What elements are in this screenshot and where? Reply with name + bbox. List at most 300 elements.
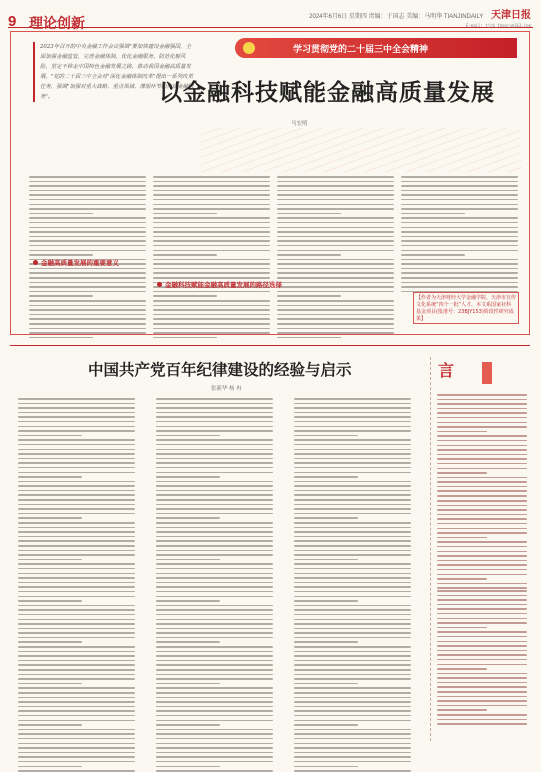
text-line <box>277 240 394 242</box>
text-line <box>277 282 394 284</box>
text-line <box>401 185 518 187</box>
text-line <box>294 563 411 565</box>
text-line <box>29 250 146 252</box>
text-line <box>18 660 135 662</box>
text-line <box>437 714 527 716</box>
text-line <box>294 449 411 451</box>
text-line <box>153 328 270 330</box>
text-line <box>437 514 527 516</box>
text-line <box>437 509 527 511</box>
text-line <box>294 545 411 547</box>
feature-author: 马宏明 <box>291 121 308 127</box>
text-line <box>18 554 135 556</box>
text-line <box>294 494 411 496</box>
text-line <box>437 449 527 451</box>
text-line <box>277 259 394 261</box>
text-line <box>29 318 146 320</box>
text-line <box>156 729 273 731</box>
article-divider <box>10 345 530 346</box>
text-line <box>277 213 341 215</box>
text-line <box>18 508 135 510</box>
text-line <box>437 664 527 666</box>
text-line <box>294 632 411 634</box>
text-line <box>18 591 135 593</box>
text-line <box>294 517 358 519</box>
text-line <box>437 627 487 629</box>
text-line <box>437 650 527 652</box>
text-line <box>18 706 135 708</box>
text-line <box>18 623 135 625</box>
text-line <box>437 417 527 419</box>
text-line <box>153 176 270 178</box>
text-line <box>437 578 487 580</box>
text-line <box>156 766 220 768</box>
text-line <box>18 573 135 575</box>
text-line <box>156 403 273 405</box>
text-line <box>18 513 135 515</box>
text-line <box>437 645 527 647</box>
text-line <box>18 439 135 441</box>
text-line <box>437 700 527 702</box>
text-line <box>153 318 270 320</box>
sidebar-text <box>437 500 527 592</box>
text-line <box>18 421 135 423</box>
text-line <box>437 560 527 562</box>
text-line <box>153 227 270 229</box>
text-line <box>18 641 82 643</box>
text-line <box>294 403 411 405</box>
lead-paragraph: 2023年召开的中央金融工作会议强调"要加快建设金融强国，全面加强金融监管，完善金融体制，优化金融服务，防范化解风险，坚定不移走中国特色金融发展之路，推动我国金融高质量发展。"党的二十届三中全会对"深化金融体制改革"提出一系列改革任务，强调"加强对重大战略、重点领域、薄弱环节的优质金融服务"。 <box>33 42 195 102</box>
text-line <box>294 651 411 653</box>
text-line <box>277 309 394 311</box>
text-line <box>437 412 527 414</box>
text-line <box>437 528 527 530</box>
text-line <box>156 563 273 565</box>
text-line <box>156 733 273 735</box>
text-line <box>156 490 273 492</box>
text-line <box>29 291 146 293</box>
text-line <box>437 631 527 633</box>
text-line <box>29 314 146 316</box>
text-line <box>29 254 93 256</box>
text-line <box>294 770 411 772</box>
text-line <box>18 403 135 405</box>
text-line <box>156 421 273 423</box>
text-line <box>437 668 487 670</box>
subhead-text: 金融科技赋能金融高质量发展的路径选择 <box>165 282 282 289</box>
text-line <box>29 208 146 210</box>
text-line <box>437 583 527 585</box>
text-line <box>277 272 394 274</box>
text-line <box>18 453 135 455</box>
text-line <box>156 710 273 712</box>
text-line <box>156 660 273 662</box>
text-line <box>18 692 135 694</box>
text-line <box>18 752 135 754</box>
text-line <box>153 254 217 256</box>
text-line <box>294 687 411 689</box>
text-line <box>277 337 341 339</box>
text-line <box>294 485 411 487</box>
text-line <box>18 568 135 570</box>
text-line <box>294 669 411 671</box>
text-line <box>156 430 273 432</box>
text-line <box>156 453 273 455</box>
text-line <box>437 481 527 483</box>
text-line <box>18 540 135 542</box>
feature-article <box>10 31 530 335</box>
text-line <box>277 314 394 316</box>
text-line <box>18 619 135 621</box>
text-line <box>156 449 273 451</box>
text-line <box>156 637 273 639</box>
text-line <box>294 655 411 657</box>
text-line <box>156 697 273 699</box>
text-line <box>437 599 527 601</box>
text-line <box>18 701 135 703</box>
text-line <box>294 614 411 616</box>
text-line <box>294 421 411 423</box>
text-line <box>277 323 394 325</box>
text-line <box>156 586 273 588</box>
text-line <box>156 770 273 772</box>
text-line <box>153 291 270 293</box>
text-line <box>153 185 270 187</box>
text-line <box>153 199 270 201</box>
sidebar-title <box>438 358 488 388</box>
text-line <box>156 573 273 575</box>
text-line <box>277 254 341 256</box>
text-line <box>153 305 270 307</box>
text-line <box>401 277 518 279</box>
text-line <box>277 250 394 252</box>
text-line <box>156 628 273 630</box>
text-line <box>18 531 135 533</box>
text-line <box>156 683 220 685</box>
text-line <box>18 494 135 496</box>
text-line <box>156 582 273 584</box>
text-line <box>294 605 411 607</box>
text-line <box>437 604 527 606</box>
text-line <box>18 664 135 666</box>
text-line <box>294 674 411 676</box>
text-line <box>156 416 273 418</box>
text-line <box>29 231 146 233</box>
text-line <box>294 462 411 464</box>
text-line <box>294 720 411 722</box>
text-line <box>294 609 411 611</box>
text-line <box>18 715 135 717</box>
sidebar-title-text: 言 <box>438 361 455 380</box>
text-line <box>401 254 465 256</box>
text-line <box>401 222 518 224</box>
email-address[interactable]: E-mail: tjrb_theory@163.com <box>465 23 531 28</box>
text-line <box>153 204 270 206</box>
text-line <box>156 531 273 533</box>
text-line <box>437 440 527 442</box>
text-line <box>18 729 135 731</box>
text-line <box>277 300 394 302</box>
text-line <box>156 600 220 602</box>
text-line <box>29 185 146 187</box>
text-line <box>156 641 220 643</box>
text-line <box>18 678 135 680</box>
text-line <box>294 600 358 602</box>
text-line <box>437 569 527 571</box>
text-line <box>437 495 527 497</box>
text-line <box>18 458 135 460</box>
text-line <box>18 674 135 676</box>
body-column <box>18 398 135 743</box>
text-line <box>437 394 527 396</box>
text-line <box>29 282 146 284</box>
text-line <box>29 217 146 219</box>
text-line <box>294 504 411 506</box>
text-line <box>294 467 411 469</box>
text-line <box>29 332 146 334</box>
text-line <box>294 596 411 598</box>
text-line <box>437 537 487 539</box>
text-line <box>153 323 270 325</box>
text-line <box>294 619 411 621</box>
article2-author: 张新华 杨 冉 <box>211 386 242 392</box>
text-line <box>156 426 273 428</box>
text-line <box>277 227 394 229</box>
text-line <box>294 697 411 699</box>
text-line <box>29 337 93 339</box>
text-line <box>156 623 273 625</box>
text-line <box>294 586 411 588</box>
body-column <box>29 176 146 328</box>
text-line <box>18 545 135 547</box>
text-line <box>294 550 411 552</box>
header-rule <box>8 27 533 28</box>
text-line <box>29 236 146 238</box>
text-line <box>29 328 146 330</box>
text-line <box>18 605 135 607</box>
text-line <box>437 500 527 502</box>
text-line <box>18 651 135 653</box>
text-line <box>18 747 135 749</box>
text-line <box>18 485 135 487</box>
text-line <box>294 444 411 446</box>
text-line <box>437 523 527 525</box>
text-line <box>18 435 82 437</box>
text-line <box>401 250 518 252</box>
text-line <box>294 715 411 717</box>
text-line <box>294 623 411 625</box>
text-line <box>18 720 135 722</box>
text-line <box>294 522 411 524</box>
sidebar-text <box>437 394 527 504</box>
text-line <box>437 431 487 433</box>
text-line <box>401 208 518 210</box>
text-line <box>437 463 527 465</box>
text-line <box>156 550 273 552</box>
text-line <box>153 245 270 247</box>
text-line <box>437 654 527 656</box>
text-line <box>277 291 394 293</box>
header-meta <box>309 6 531 21</box>
text-line <box>401 245 518 247</box>
text-line <box>437 399 527 401</box>
text-line <box>294 756 411 758</box>
text-line <box>277 181 394 183</box>
text-line <box>156 678 273 680</box>
text-line <box>401 259 518 261</box>
text-line <box>29 181 146 183</box>
text-line <box>156 619 273 621</box>
text-line <box>437 590 527 592</box>
text-line <box>401 231 518 233</box>
text-line <box>294 683 358 685</box>
text-line <box>18 724 82 726</box>
text-line <box>294 701 411 703</box>
text-line <box>294 453 411 455</box>
text-line <box>294 412 411 414</box>
text-line <box>294 476 358 478</box>
text-line <box>294 430 411 432</box>
text-line <box>18 577 135 579</box>
text-line <box>29 286 146 288</box>
text-line <box>18 412 135 414</box>
text-line <box>156 614 273 616</box>
decorative-wave <box>201 128 521 172</box>
text-line <box>437 705 527 707</box>
text-line <box>437 641 527 643</box>
text-line <box>294 458 411 460</box>
text-line <box>153 268 270 270</box>
text-line <box>153 181 270 183</box>
text-line <box>18 550 135 552</box>
text-line <box>277 245 394 247</box>
text-line <box>294 706 411 708</box>
text-line <box>294 508 411 510</box>
text-line <box>29 245 146 247</box>
text-line <box>277 268 394 270</box>
text-line <box>156 720 273 722</box>
text-line <box>29 309 146 311</box>
text-line <box>277 305 394 307</box>
text-line <box>29 268 146 270</box>
text-line <box>294 628 411 630</box>
text-line <box>294 646 411 648</box>
text-line <box>277 217 394 219</box>
text-line <box>277 222 394 224</box>
text-line <box>156 412 273 414</box>
text-line <box>294 724 358 726</box>
text-line <box>29 277 146 279</box>
text-line <box>437 709 487 711</box>
text-line <box>401 268 518 270</box>
text-line <box>294 766 358 768</box>
text-line <box>156 485 273 487</box>
header-meta-text: 2024年6月6日 星期四 责编：于国志 美编：马明华 TIANJINDAILY <box>309 14 484 20</box>
text-line <box>156 554 273 556</box>
text-line <box>18 444 135 446</box>
text-line <box>277 208 394 210</box>
text-line <box>18 756 135 758</box>
text-line <box>156 540 273 542</box>
text-line <box>437 677 527 679</box>
text-line <box>18 637 135 639</box>
text-line <box>153 332 270 334</box>
text-line <box>18 430 135 432</box>
text-line <box>153 213 217 215</box>
text-line <box>18 600 82 602</box>
paper-name: 天津日报 <box>491 10 531 21</box>
subhead-text: 金融高质量发展的重要意义 <box>41 260 119 267</box>
text-line <box>156 738 273 740</box>
text-line <box>437 472 487 474</box>
text-line <box>437 613 527 615</box>
text-line <box>29 272 146 274</box>
text-line <box>437 622 527 624</box>
text-line <box>294 710 411 712</box>
text-line <box>156 632 273 634</box>
text-line <box>153 259 270 261</box>
text-line <box>437 682 527 684</box>
text-line <box>18 655 135 657</box>
text-line <box>29 194 146 196</box>
sidebar-title-bar <box>482 362 492 384</box>
text-line <box>437 686 527 688</box>
feature-body <box>29 176 517 328</box>
text-line <box>156 706 273 708</box>
text-line <box>437 564 527 566</box>
text-line <box>29 222 146 224</box>
text-line <box>437 555 527 557</box>
text-line <box>156 513 273 515</box>
text-line <box>18 614 135 616</box>
text-line <box>153 309 270 311</box>
text-line <box>156 435 220 437</box>
text-line <box>156 747 273 749</box>
text-line <box>18 582 135 584</box>
text-line <box>294 692 411 694</box>
bullet-icon <box>33 260 38 265</box>
text-line <box>401 204 518 206</box>
text-line <box>156 701 273 703</box>
text-line <box>156 398 273 400</box>
text-line <box>156 715 273 717</box>
text-line <box>156 472 273 474</box>
text-line <box>156 494 273 496</box>
text-line <box>401 190 518 192</box>
text-line <box>156 545 273 547</box>
text-line <box>401 176 518 178</box>
text-line <box>277 194 394 196</box>
text-line <box>294 426 411 428</box>
text-line <box>18 449 135 451</box>
text-line <box>437 673 527 675</box>
section-title: 理论创新 <box>29 15 85 31</box>
text-line <box>294 641 358 643</box>
text-line <box>156 761 273 763</box>
text-line <box>437 422 527 424</box>
text-line <box>156 444 273 446</box>
text-line <box>294 540 411 542</box>
body-column <box>156 398 273 743</box>
text-line <box>156 756 273 758</box>
text-line <box>401 227 518 229</box>
text-line <box>18 472 135 474</box>
party-emblem-icon <box>243 42 255 54</box>
text-line <box>156 568 273 570</box>
text-line <box>294 536 411 538</box>
text-line <box>156 674 273 676</box>
text-line <box>437 618 527 620</box>
